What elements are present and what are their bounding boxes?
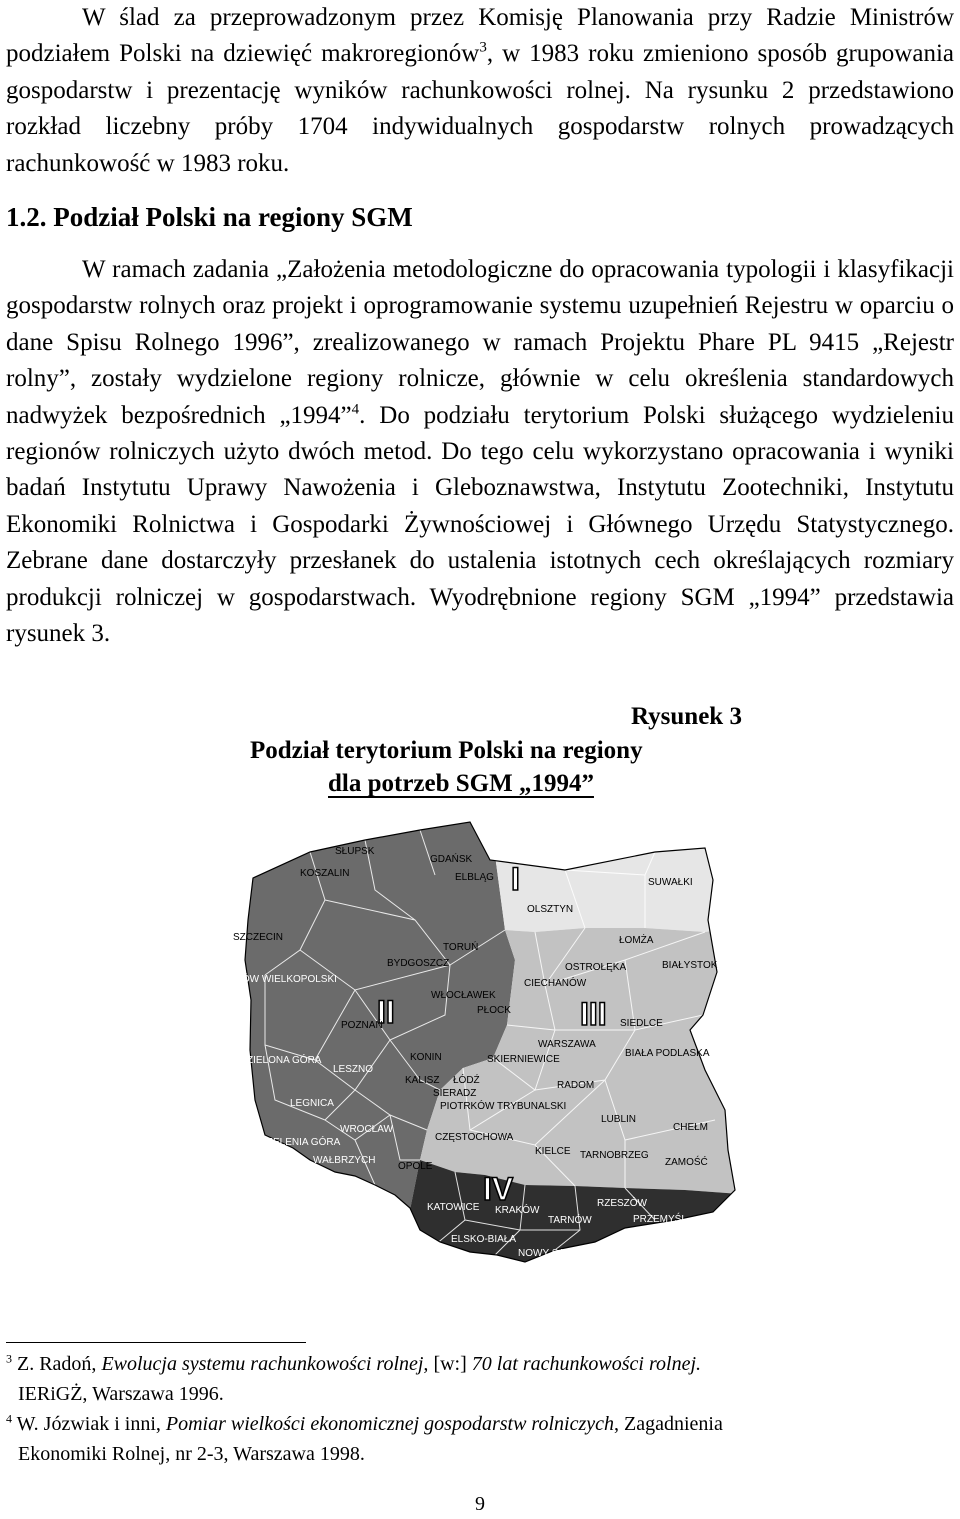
- city-label: SUWAŁKI: [648, 877, 693, 888]
- region-numeral-I: I: [511, 861, 520, 897]
- city-label: RZESZÓW: [597, 1198, 647, 1209]
- city-label: PIOTRKÓW TRYBUNALSKI: [440, 1101, 567, 1112]
- figure-title-line2: dla potrzeb SGM „1994”: [328, 770, 594, 797]
- region-numeral-II: II: [377, 994, 395, 1030]
- paragraph-text: W ramach zadania „Założenia metodologiczne do opracowania typologii i klasyfikacji gospodarstw rolnych oraz projekt i oprogramowanie systemu uzupełnień Rejestru w oparciu o dane Spisu Rolnego 1996”, zrealizowanego w ramach Projektu Phare PL 9415 „Rejestr rolny”, zostały wydzielone regiony rolnicze, głównie w celu określenia standardowych nadwyżek bezpośrednich „1994”: [6, 256, 954, 429]
- city-label: WROCŁAW: [340, 1124, 393, 1135]
- figure-number: Rysunek 3: [631, 703, 742, 730]
- city-label: BYDGOSZCZ: [387, 958, 450, 969]
- city-label: BIAŁYSTOK: [662, 960, 718, 971]
- city-label: KIELCE: [535, 1146, 571, 1157]
- city-label: JELENIA GÓRA: [268, 1137, 341, 1148]
- footnote-author: W. Józwiak i inni,: [16, 1413, 166, 1435]
- city-label: SKIERNIEWICE: [487, 1054, 560, 1065]
- footnote-3: [6, 1350, 946, 1409]
- footnote-marker: 4: [6, 1411, 12, 1426]
- city-label: LEGNICA: [290, 1098, 334, 1109]
- city-label: LESZNO: [333, 1064, 374, 1075]
- city-label: WARSZAWA: [538, 1039, 596, 1050]
- city-label: CHEŁM: [673, 1122, 709, 1133]
- region-numeral-III: III: [580, 996, 607, 1032]
- city-label: ELSKO-BIAŁA: [451, 1234, 517, 1245]
- paragraph-text: . Do podziału terytorium Polski służącego wydzieleniu regionów rolniczych użyto dwóch metod. Do tego celu wykorzystano opracowania i wyniki badań Instytutu Uprawy Nawożenia i Gleboznawstwa, Instytutu Zootechniki, Instytutu Ekonomiki Rolnictwa i Gospodarki Żywnościowej i Głównego Urzędu Statystycznego. Zebrane dane dostarczyły przesłanek do ustalenia istotnych cech określających rozmiary produkcji rolniczej w gospodarstwach. Wyodrębnione regiony SGM „1994” przedstawia rysunek 3.: [6, 401, 955, 648]
- figure-title-line1: Podział terytorium Polski na regiony: [250, 737, 643, 764]
- city-label: ŁÓDŹ: [453, 1075, 480, 1086]
- city-label: GDAŃSK: [430, 854, 473, 865]
- poland-regions-map: [205, 800, 755, 1300]
- footnote-author: Z. Radoń,: [17, 1353, 102, 1375]
- city-label: TARNOBRZEG: [580, 1150, 649, 1161]
- city-label: CZĘSTOCHOWA: [435, 1132, 514, 1143]
- footnote-separator: [6, 1342, 306, 1343]
- city-label: ZAMOŚĆ: [665, 1157, 708, 1168]
- footnote-title: Ewolucja systemu rachunkowości rolnej,: [101, 1353, 429, 1375]
- city-label: KALISZ: [405, 1075, 440, 1086]
- city-label: LUBLIN: [601, 1114, 637, 1125]
- footnote-text: Ekonomiki Rolnej, nr 2-3, Warszawa 1998.: [18, 1442, 365, 1465]
- page-number: 9: [475, 1493, 485, 1515]
- region-numeral-IV: IV: [483, 1171, 514, 1207]
- city-label: OPOLE: [398, 1161, 433, 1172]
- footnote-text: , Zagadnienia: [613, 1413, 723, 1435]
- city-label: KONIN: [410, 1052, 442, 1063]
- city-label: KRAKÓW: [495, 1205, 540, 1216]
- city-label: KATOWICE: [427, 1202, 480, 1213]
- footnote-ref-3[interactable]: 3: [479, 40, 487, 57]
- city-label: SZCZECIN: [233, 932, 283, 943]
- footnote-source: 70 lat rachunkowości rolnej.: [471, 1353, 702, 1375]
- city-label: PŁOCK: [477, 1005, 511, 1016]
- city-label: POZNAŃ: [341, 1020, 383, 1031]
- city-label: WŁOCŁAWEK: [431, 990, 496, 1001]
- city-label: ŁOMŻA: [619, 935, 654, 946]
- footnote-title: Pomiar wielkości ekonomicznej gospodarstw rolniczych: [165, 1413, 614, 1435]
- footnote-text: IERiGŻ, Warszawa 1996.: [18, 1382, 224, 1405]
- city-label: PRZEMYŚL: [633, 1214, 687, 1225]
- paragraph-text: W ślad za przeprowadzonym przez Komisję Planowania przy Radzie Ministrów podziałem Polski na dziewięć makroregionów: [6, 4, 954, 68]
- paragraph-macroregions: [6, 0, 954, 182]
- city-label: ELBLĄG: [455, 872, 494, 883]
- footnote-4: [6, 1410, 946, 1469]
- city-label: TORUŃ: [443, 942, 479, 953]
- city-label: TARNÓW: [548, 1215, 592, 1226]
- city-label: SIEDLCE: [620, 1018, 663, 1029]
- city-label: OLSZTYN: [527, 904, 574, 915]
- footnote-text: [w:]: [428, 1353, 472, 1375]
- city-label: ZIELONA GÓRA: [247, 1055, 322, 1066]
- paragraph-sgm-regions: [6, 252, 954, 652]
- city-label: NOWY SĄCZ: [518, 1248, 579, 1259]
- city-label: WAŁBRZYCH: [313, 1155, 376, 1166]
- city-label: RADOM: [557, 1080, 595, 1091]
- city-label: CIECHANÓW: [524, 978, 587, 989]
- city-label: KOSZALIN: [300, 868, 350, 879]
- city-label: GORZÓW WIELKOPOLSKI: [213, 974, 337, 985]
- paragraph-text: , w 1983 roku zmieniono sposób grupowania gospodarstw i prezentację wyników rachunkowości rolnej. Na rysunku 2 przedstawiono rozkład liczebny próby 1704 indywidualnych gospodarstw rolnych prowadzących rachunkowość w 1983 roku.: [6, 40, 955, 177]
- city-label: BIAŁA PODLASKA: [625, 1048, 710, 1059]
- city-label: SŁUPSK: [335, 846, 375, 857]
- city-label: SIERADZ: [433, 1088, 477, 1099]
- footnote-ref-4[interactable]: 4: [351, 401, 360, 418]
- footnote-marker: 3: [6, 1351, 12, 1366]
- section-heading: 1.2. Podział Polski na regiony SGM: [6, 202, 413, 232]
- city-label: KROSNO: [601, 1242, 645, 1253]
- city-label: OSTROŁĘKA: [565, 962, 627, 973]
